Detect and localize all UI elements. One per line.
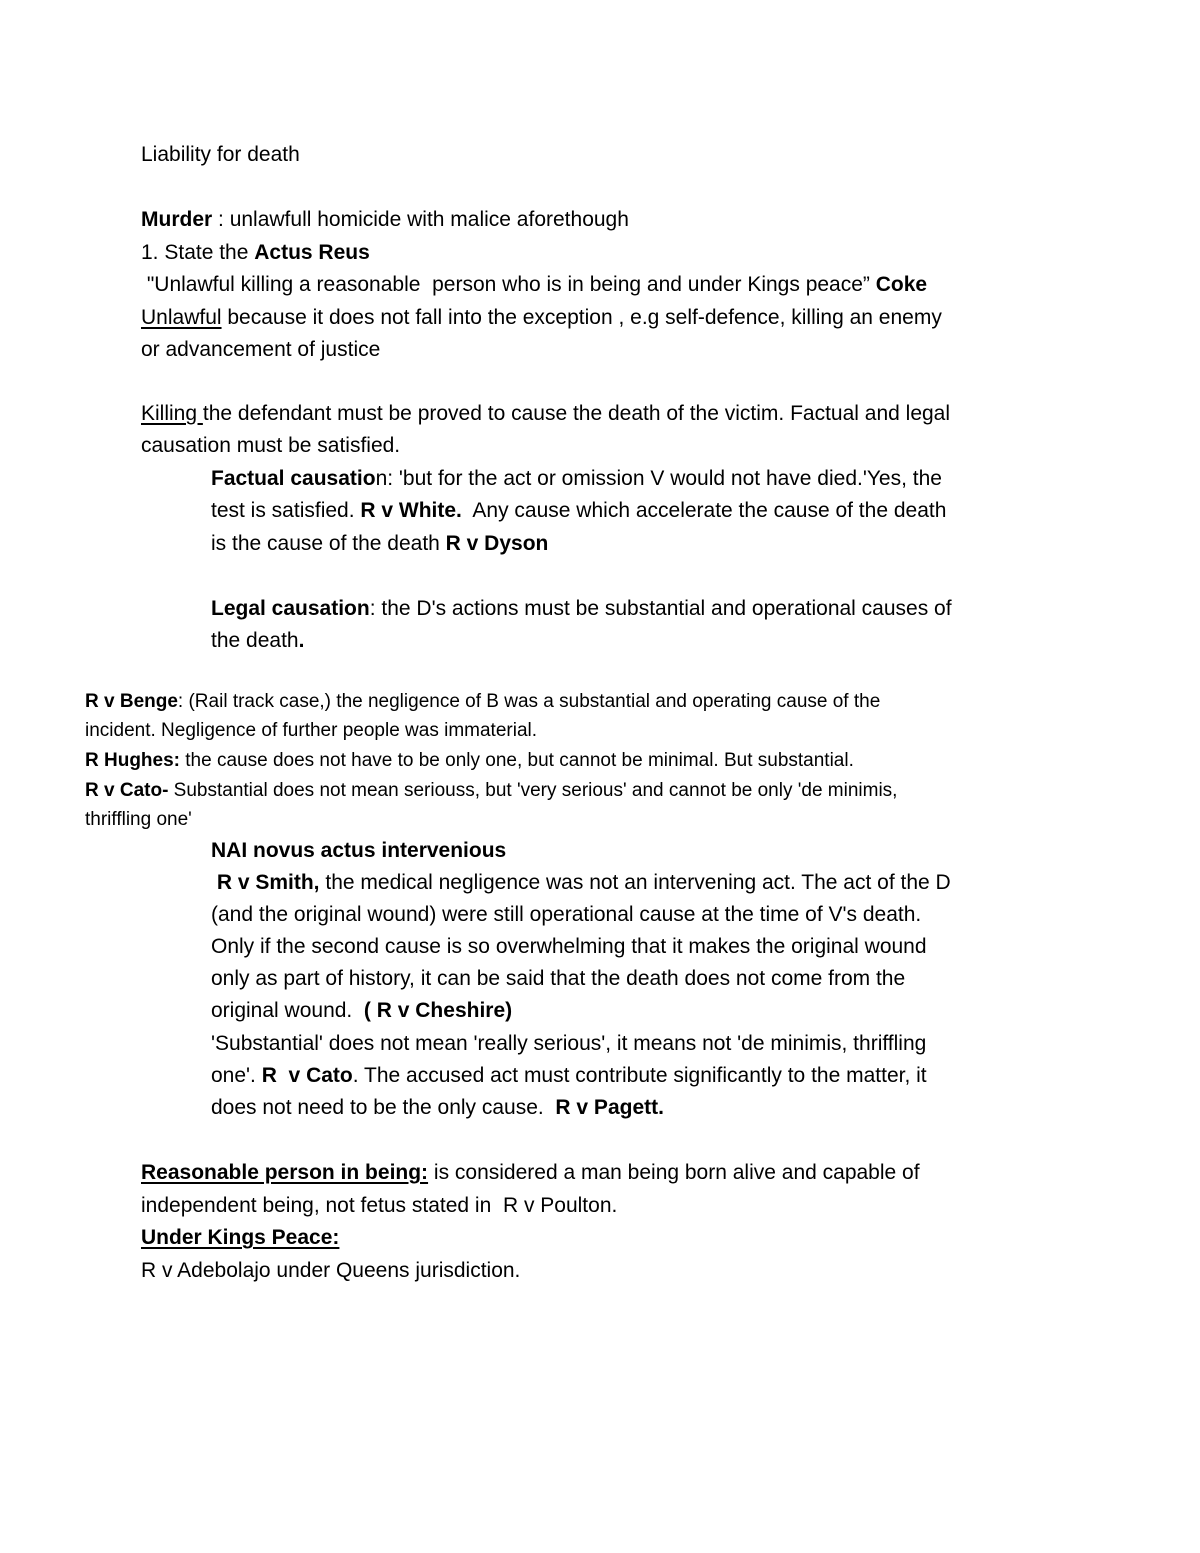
document-title: Liability for death <box>141 143 300 166</box>
killing-paragraph-line-1: Killing the defendant must be proved to cause the death of the victim. Factual and legal <box>141 402 951 425</box>
case-r-v-dyson: R v Dyson <box>445 532 549 555</box>
factual-causation-line-3: is the cause of the death R v Dyson <box>211 532 549 555</box>
cato-line-1: R v Cato- Substantial does not mean seriouss, but 'very serious' and cannot be only 'de minimis, <box>85 780 898 801</box>
factual-causation-line-2: test is satisfied. R v White. Any cause which accelerate the cause of the death <box>211 499 947 522</box>
case-r-v-cheshire: ( R v Cheshire) <box>358 999 513 1022</box>
kings-peace-heading: Under Kings Peace: <box>141 1226 340 1249</box>
unlawful-term: Unlawful <box>141 306 222 329</box>
legal-causation-line-1: Legal causation: the D's actions must be substantial and operational causes of <box>211 597 952 620</box>
case-r-v-smith: R v Smith, <box>211 871 320 894</box>
nai-line-1: R v Smith, the medical negligence was not an intervening act. The act of the D <box>211 871 951 894</box>
nai-line-8: does not need to be the only cause. R v Pagett. <box>211 1096 664 1119</box>
reasonable-person-line-2: independent being, not fetus stated in R v Poulton. <box>141 1194 618 1217</box>
nai-line-5: original wound. ( R v Cheshire) <box>211 999 513 1022</box>
nai-line-4: only as part of history, it can be said that the death does not come from the <box>211 967 906 990</box>
nai-heading: NAI novus actus intervenious <box>211 839 507 862</box>
nai-line-7: one'. R v Cato. The accused act must contribute significantly to the matter, it <box>211 1064 927 1087</box>
nai-line-2: (and the original wound) were still operational cause at the time of V's death. <box>211 903 922 926</box>
case-r-v-pagett: R v Pagett. <box>555 1096 664 1119</box>
case-r-v-cato-2: R v Cato <box>261 1064 353 1087</box>
killing-term: Killing <box>141 402 203 425</box>
benge-line-1: R v Benge: (Rail track case,) the negligence of B was a substantial and operating cause of the <box>85 691 881 712</box>
nai-line-6: 'Substantial' does not mean 'really serious', it means not 'de minimis, thriffling <box>211 1032 927 1055</box>
factual-causation-label: Factual causatio <box>211 467 376 490</box>
coke-quote: "Unlawful killing a reasonable person who is in being and under Kings peace” Coke <box>141 273 928 296</box>
legal-causation-label: Legal causation <box>211 597 370 620</box>
benge-line-2: incident. Negligence of further people was immaterial. <box>85 720 538 741</box>
murder-label: Murder <box>141 208 213 231</box>
unlawful-paragraph-line-2: or advancement of justice <box>141 338 381 361</box>
reasonable-person-term: Reasonable person in being: <box>141 1161 429 1184</box>
case-r-v-white: R v White. <box>360 499 462 522</box>
case-r-v-benge: R v Benge <box>85 691 178 712</box>
killing-paragraph-line-2: causation must be satisfied. <box>141 434 401 457</box>
unlawful-paragraph-line-1: Unlawful because it does not fall into the exception , e.g self-defence, killing an enemy <box>141 306 942 329</box>
step-1-heading: 1. State the Actus Reus <box>141 241 370 264</box>
factual-causation-line-1: Factual causation: 'but for the act or omission V would not have died.'Yes, the <box>211 467 942 490</box>
reasonable-person-line-1: Reasonable person in being: is considered a man being born alive and capable of <box>141 1161 920 1184</box>
case-r-v-cato: R v Cato- <box>85 780 169 801</box>
case-r-hughes: R Hughes: <box>85 750 180 771</box>
murder-definition: Murder : unlawfull homicide with malice aforethough <box>141 208 629 231</box>
kings-peace-line-1: R v Adebolajo under Queens jurisdiction. <box>141 1259 521 1282</box>
hughes-line: R Hughes: the cause does not have to be only one, but cannot be minimal. But substantial. <box>85 750 854 771</box>
legal-causation-line-2: the death. <box>211 629 305 652</box>
nai-line-3: Only if the second cause is so overwhelming that it makes the original wound <box>211 935 927 958</box>
cato-line-2: thriffling one' <box>85 809 192 830</box>
